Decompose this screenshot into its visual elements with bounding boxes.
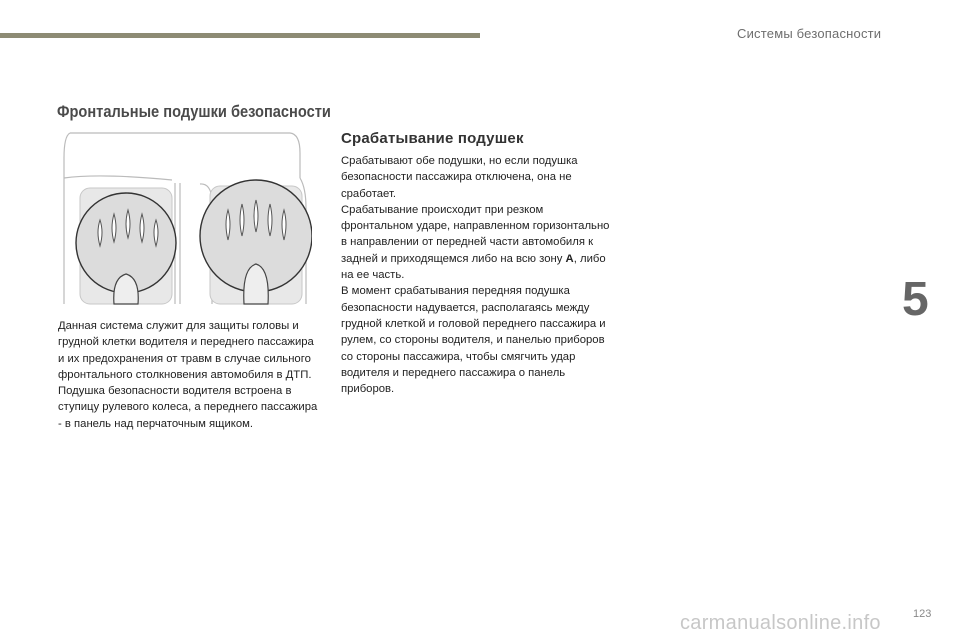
watermark: carmanualsonline.info — [680, 612, 881, 634]
page-number: 123 — [913, 608, 932, 620]
deployment-text — [341, 153, 611, 397]
page-title: Фронтальные подушки безопасности — [57, 102, 331, 121]
deployment-paragraph — [341, 202, 611, 283]
section-header: Системы безопасности — [737, 26, 882, 41]
deployment-text-span: , либо на ее часть. — [341, 252, 606, 282]
section-subtitle: Срабатывание подушек — [341, 130, 524, 147]
intro-paragraph: Данная система служит для защиты головы и грудной клетки водителя и переднего пассажира и их предохранения от травм в случае сильного фронтального столкновения автомобиля в ДТП. — [58, 320, 314, 381]
intro-text — [58, 318, 320, 432]
chapter-number: 5 — [902, 273, 929, 326]
header-accent-bar — [0, 33, 480, 38]
airbag-illustration — [60, 128, 312, 308]
intro-paragraph: Подушка безопасности водителя встроена в ступицу рулевого колеса, а переднего пассажира - в панель над перчаточным ящиком. — [58, 385, 318, 430]
deployment-paragraph: В момент срабатывания передняя подушка безопасности надувается, располагаясь между грудной клеткой и головой переднего пассажира и рулем, со стороны водителя, и панелью приборов со стороны пассажира, чтобы смягчить удар водителя и переднего пассажира о панель приборов. — [341, 285, 606, 396]
zone-label: A — [565, 252, 574, 265]
deployment-paragraph: Срабатывают обе подушки, но если подушка безопасности пассажира отключена, она не сработает. — [341, 155, 578, 200]
deployment-text-span: Срабатывание происходит при резком фронтальном ударе, направленном горизонтально в направлении от передней части автомобиля к задней и приходящемся либо на всю зону — [341, 203, 610, 265]
